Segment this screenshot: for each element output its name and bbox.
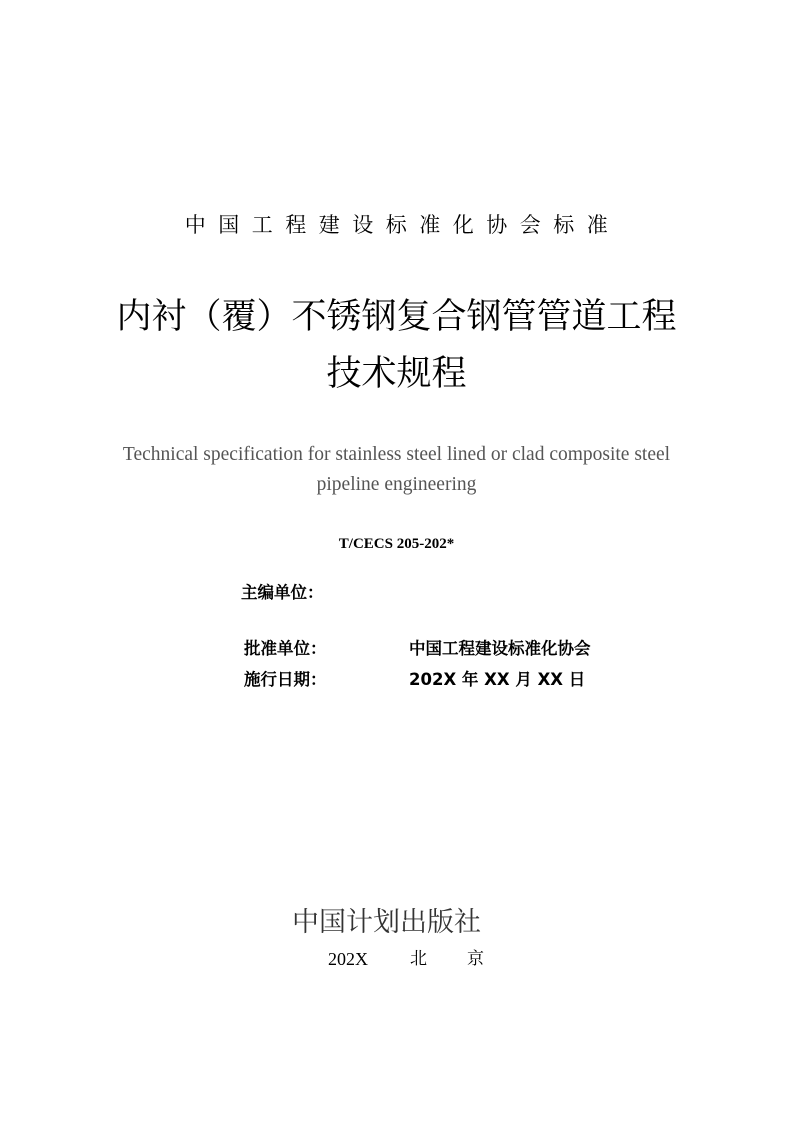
standard-code: T/CECS 205-202*	[338, 536, 455, 552]
publisher-name: 中国计划出版社	[292, 907, 481, 938]
publication-year: 202X	[328, 949, 368, 969]
document-title-line2: 技术规程	[326, 354, 467, 394]
effective-date-label: 施行日期：	[244, 670, 327, 689]
chief-editor-label: 主编单位：	[241, 583, 324, 602]
organization-standard-heading: 中国工程建设标准化协会标准	[184, 213, 621, 237]
english-title-line1: Technical specification for stainless steel lined or clad composite steel	[122, 444, 671, 465]
english-title-line2: pipeline engineering	[316, 474, 477, 495]
approver-value: 中国工程建设标准化协会	[409, 639, 591, 658]
publication-city: 北京	[410, 949, 524, 969]
effective-date-value: 202X 年 XX 月 XX 日	[409, 670, 586, 689]
document-title-line1: 内衬（覆）不锈钢复合钢管管道工程	[116, 297, 677, 337]
approver-label: 批准单位：	[244, 639, 327, 658]
